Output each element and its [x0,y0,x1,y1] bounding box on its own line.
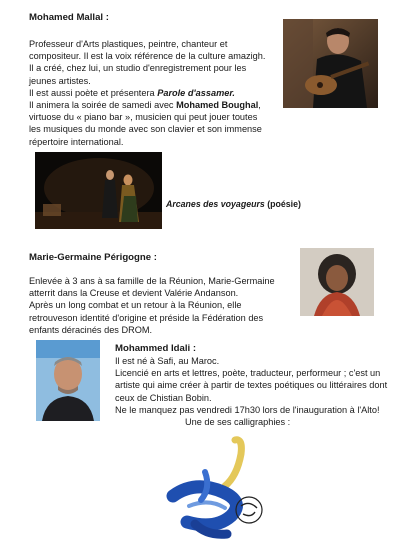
mallal-bio-line-2: compositeur. Il est la voix référence de la culture amazigh. [29,51,266,62]
stage-caption [166,198,301,210]
calligraphy-image [165,436,275,544]
mallal-photo-image [283,19,378,108]
idali-bio-line-5: Ne le manquez pas vendredi 17h30 lors de l'inauguration à l'Alto! [115,404,380,415]
mallal-bio2-line-1: virtuose du « piano bar », musicien qui peut jouer toutes [29,112,258,123]
calligraphy-artwork [165,436,275,544]
perigogne-photo-image [300,248,374,316]
mallal-poet-title: Parole d'assamer. [157,87,235,98]
mallal-soiree-line [29,99,279,111]
perigogne-bio [29,275,294,336]
mallal-photo [283,19,378,108]
stage-caption-suffix: (poésie) [264,199,301,209]
perigogne-bio-line-3: Après un long combat et un retour à la Réunion, elle [29,300,242,311]
perigogne-bio-line-1: Enlevée à 3 ans à sa famille de la Réunion, Marie-Germaine [29,276,275,286]
idali-photo-image [36,340,100,421]
idali-bio-line-4: ceux de Chistian Bobin. [115,392,212,403]
stage-photo [35,152,162,229]
mallal-bio-line-4: jeunes artistes. [29,75,91,86]
mallal-bio-line-3: Il a créé, chez lui, un studio d'enregistrement pour les [29,63,247,74]
calligraphy-label: Une de ses calligraphies : [185,417,291,427]
mallal-poet-line [29,87,279,99]
mallal-soiree-name: Mohamed Boughal [176,100,259,111]
idali-bio-line-2: Licencié en arts et lettres, poète, traducteur, performeur ; c'est un [115,368,381,379]
mallal-bio2-line-2: les musiques du monde avec son clavier et son immense [29,124,262,135]
mallal-soiree-suffix: , [258,100,261,111]
idali-bio-line-3: artiste qui aime créer à partir de textes poétiques ou littéraires dont [115,380,388,391]
idali-name: Mohammed Idali : [115,343,197,354]
stage-photo-image [35,152,162,229]
mallal-name: Mohamed Mallal : [29,12,109,23]
perigogne-bio-line-4: retrouveson identité d'origine et préside la Fédération des [29,312,264,323]
perigogne-name: Marie-Germaine Périgogne : [29,252,157,263]
perigogne-bio-line-5: enfants déracinés des DROM. [29,324,153,335]
mallal-bio2-line-3: répertoire international. [29,136,124,147]
perigogne-photo [300,248,374,316]
idali-bio-line-1: Il est né à Safi, au Maroc. [115,356,220,366]
mallal-bio-line-1: Professeur d'Arts plastiques, peintre, chanteur et [29,39,228,49]
idali-photo [36,340,100,421]
idali-bio [115,355,415,416]
mallal-bio [29,38,279,148]
mallal-poet-prefix: Il est aussi poète et présentera [29,87,158,98]
stage-caption-title: Arcanes des voyageurs [166,199,265,209]
mallal-soiree-prefix: Il animera la soirée de samedi avec [29,100,177,111]
perigogne-bio-line-2: atterrit dans la Creuse et devient Valérie Andanson. [29,288,239,299]
